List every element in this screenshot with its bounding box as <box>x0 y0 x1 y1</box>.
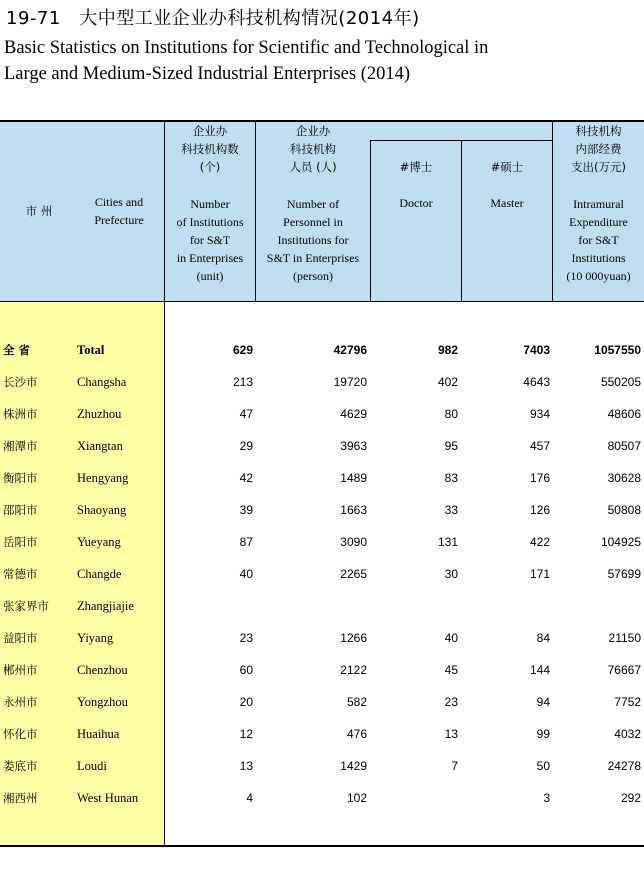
row-city-en: West Hunan <box>77 791 139 805</box>
row-city-cn: 岳阳市 <box>3 535 38 549</box>
row-city-cn: 娄底市 <box>3 759 38 773</box>
row-personnel: 1266 <box>340 631 367 645</box>
row-city-en: Changsha <box>77 375 127 389</box>
row-expenditure: 7752 <box>614 695 641 709</box>
header-inst-en-2: of Institutions <box>176 215 244 229</box>
row-expenditure: 57699 <box>607 567 641 581</box>
table-row <box>0 494 644 526</box>
row-doctor: 131 <box>437 535 458 549</box>
table-title-en-line2: Large and Medium-Sized Industrial Enterprises (2014) <box>4 64 411 84</box>
header-pers-en-1: Number of <box>286 197 340 211</box>
row-city-cn: 永州市 <box>3 695 38 709</box>
header-inst-en-1: Number <box>190 197 230 211</box>
row-doctor: 23 <box>444 695 458 709</box>
header-pers-cn-1: 企业办 <box>295 124 331 138</box>
row-personnel: 3090 <box>340 535 367 549</box>
header-inst-en-4: in Enterprises <box>176 251 244 265</box>
row-personnel: 1489 <box>340 471 367 485</box>
row-city-cn: 湘潭市 <box>3 439 38 453</box>
row-master: 84 <box>536 631 550 645</box>
header-exp-cn-2: 内部经费 <box>575 142 622 156</box>
row-personnel: 582 <box>346 695 367 709</box>
row-expenditure: 1057550 <box>594 343 641 357</box>
row-master: 3 <box>543 791 550 805</box>
table-row <box>0 590 644 622</box>
header-pers-en-2: Personnel in <box>283 215 343 229</box>
row-city-en: Yiyang <box>77 631 114 645</box>
row-city-cn: 郴州市 <box>3 663 38 677</box>
row-master: 144 <box>529 663 550 677</box>
row-expenditure: 4032 <box>614 727 641 741</box>
row-personnel: 1663 <box>340 503 367 517</box>
header-personnel <box>256 122 370 285</box>
row-institutions: 629 <box>232 343 253 357</box>
row-expenditure: 21150 <box>608 631 641 645</box>
row-master: 94 <box>536 695 550 709</box>
row-expenditure: 48606 <box>607 407 641 421</box>
header-pers-cn-2: 科技机构 <box>290 142 336 156</box>
table-row <box>0 718 644 750</box>
row-master: 934 <box>529 407 550 421</box>
row-expenditure: 550205 <box>600 375 641 389</box>
row-city-cn: 怀化市 <box>3 727 38 741</box>
row-doctor: 45 <box>444 663 458 677</box>
row-institutions: 12 <box>239 727 253 741</box>
row-city-cn: 衡阳市 <box>3 471 38 485</box>
header-exp-cn-1: 科技机构 <box>575 124 622 138</box>
header-inst-cn-2: 科技机构数 <box>181 142 239 156</box>
row-city-cn: 邵阳市 <box>3 503 38 517</box>
table-row <box>0 686 644 718</box>
table-row <box>0 782 644 814</box>
row-city-cn: 常德市 <box>3 567 38 581</box>
row-institutions: 213 <box>232 375 253 389</box>
header-pers-en-5: (person) <box>293 269 333 283</box>
row-doctor: 95 <box>444 439 458 453</box>
row-institutions: 87 <box>239 535 253 549</box>
header-mas-en: Master <box>490 196 524 210</box>
row-expenditure: 104925 <box>600 535 641 549</box>
header-master <box>462 158 552 212</box>
row-city-en: Huaihua <box>77 727 120 741</box>
row-institutions: 29 <box>239 439 253 453</box>
row-personnel: 476 <box>346 727 367 741</box>
table-row <box>0 558 644 590</box>
table-title-cn: 19-71 大中型工业企业办科技机构情况(2014年) <box>6 8 420 29</box>
row-master: 457 <box>529 439 550 453</box>
row-master: 99 <box>536 727 550 741</box>
header-city-cn-text: 市 州 <box>25 204 53 218</box>
row-doctor: 40 <box>444 631 458 645</box>
row-doctor: 83 <box>444 471 458 485</box>
table-row <box>0 750 644 782</box>
row-doctor: 13 <box>444 727 458 741</box>
row-master: 4643 <box>523 375 550 389</box>
row-city-en: Changde <box>77 567 122 581</box>
table-row-total <box>0 334 644 366</box>
header-exp-en-5: (10 000yuan) <box>566 269 631 283</box>
row-expenditure: 24278 <box>607 759 641 773</box>
row-city-en: Shaoyang <box>77 503 127 517</box>
row-doctor: 402 <box>437 375 458 389</box>
header-inst-en-5: (unit) <box>196 269 224 283</box>
row-city-en: Total <box>77 343 105 357</box>
statistics-table <box>0 120 644 847</box>
header-inst-cn-1: 企业办 <box>192 124 228 138</box>
row-city-cn: 株洲市 <box>3 407 38 421</box>
header-pers-en-4: S&T in Enterprises <box>266 251 360 265</box>
table-row <box>0 366 644 398</box>
row-personnel: 1429 <box>340 759 367 773</box>
row-city-cn: 长沙市 <box>3 375 38 389</box>
header-inst-en-3: for S&T <box>189 233 231 247</box>
table-title-en-line1: Basic Statistics on Institutions for Scientific and Technological in <box>4 38 489 58</box>
header-exp-cn-3: 支出(万元) <box>571 160 626 174</box>
row-city-en: Yueyang <box>77 535 121 549</box>
table-row <box>0 462 644 494</box>
row-master: 176 <box>529 471 550 485</box>
header-exp-en-1: Intramural <box>573 197 624 211</box>
row-city-en: Zhangjiajie <box>77 599 134 613</box>
row-personnel: 42796 <box>333 343 367 357</box>
table-row <box>0 430 644 462</box>
row-city-en: Zhuzhou <box>77 407 122 421</box>
header-inst-cn-3: (个) <box>199 160 221 174</box>
header-city-en <box>80 193 158 229</box>
row-institutions: 23 <box>239 631 253 645</box>
row-institutions: 4 <box>246 791 253 805</box>
row-city-cn: 张家界市 <box>3 599 49 613</box>
row-expenditure: 292 <box>620 791 641 805</box>
row-city-en: Loudi <box>77 759 107 773</box>
row-city-cn: 全 省 <box>3 343 31 357</box>
row-institutions: 47 <box>239 407 253 421</box>
row-doctor: 33 <box>444 503 458 517</box>
row-city-en: Yongzhou <box>77 695 128 709</box>
header-institutions <box>165 122 255 285</box>
table-row <box>0 622 644 654</box>
row-personnel: 19720 <box>333 375 367 389</box>
header-city-en-2: Prefecture <box>94 213 144 227</box>
row-city-en: Xiangtan <box>77 439 123 453</box>
row-doctor: 80 <box>444 407 458 421</box>
row-personnel: 2122 <box>340 663 367 677</box>
header-doctor <box>371 158 461 212</box>
header-pers-cn-3: 人员 (人) <box>289 160 337 174</box>
header-expenditure <box>553 122 644 285</box>
row-institutions: 42 <box>239 471 253 485</box>
header-pers-en-3: Institutions for <box>277 233 349 247</box>
row-master: 171 <box>529 567 550 581</box>
row-personnel: 4629 <box>340 407 367 421</box>
table-row <box>0 398 644 430</box>
row-master: 422 <box>529 535 550 549</box>
header-city-en-1: Cities and <box>94 195 144 209</box>
table-bottom-rule <box>0 845 644 847</box>
row-city-en: Hengyang <box>77 471 129 485</box>
row-personnel: 2265 <box>340 567 367 581</box>
row-expenditure: 50808 <box>607 503 641 517</box>
row-institutions: 13 <box>239 759 253 773</box>
header-mas-cn: #硕士 <box>490 160 524 174</box>
row-master: 126 <box>529 503 550 517</box>
header-doc-en: Doctor <box>399 196 433 210</box>
header-exp-en-4: Institutions <box>571 251 626 265</box>
row-institutions: 40 <box>239 567 253 581</box>
row-personnel: 3963 <box>340 439 367 453</box>
row-master: 7403 <box>523 343 550 357</box>
header-doc-cn: #博士 <box>399 160 433 174</box>
header-exp-en-2: Expenditure <box>569 215 628 229</box>
header-exp-en-3: for S&T <box>578 233 619 247</box>
row-institutions: 39 <box>239 503 253 517</box>
row-city-cn: 湘西州 <box>3 791 38 805</box>
row-expenditure: 30628 <box>607 471 641 485</box>
table-row <box>0 654 644 686</box>
header-bottom-rule <box>0 301 644 302</box>
row-master: 50 <box>536 759 550 773</box>
row-personnel: 102 <box>346 791 367 805</box>
row-doctor: 30 <box>444 567 458 581</box>
table-row <box>0 526 644 558</box>
row-expenditure: 76667 <box>607 663 641 677</box>
row-institutions: 60 <box>239 663 253 677</box>
header-city-cn <box>14 202 64 220</box>
row-expenditure: 80507 <box>607 439 641 453</box>
row-institutions: 20 <box>239 695 253 709</box>
row-doctor: 7 <box>451 759 458 773</box>
row-doctor: 982 <box>437 343 458 357</box>
row-city-cn: 益阳市 <box>3 631 38 645</box>
row-city-en: Chenzhou <box>77 663 128 677</box>
